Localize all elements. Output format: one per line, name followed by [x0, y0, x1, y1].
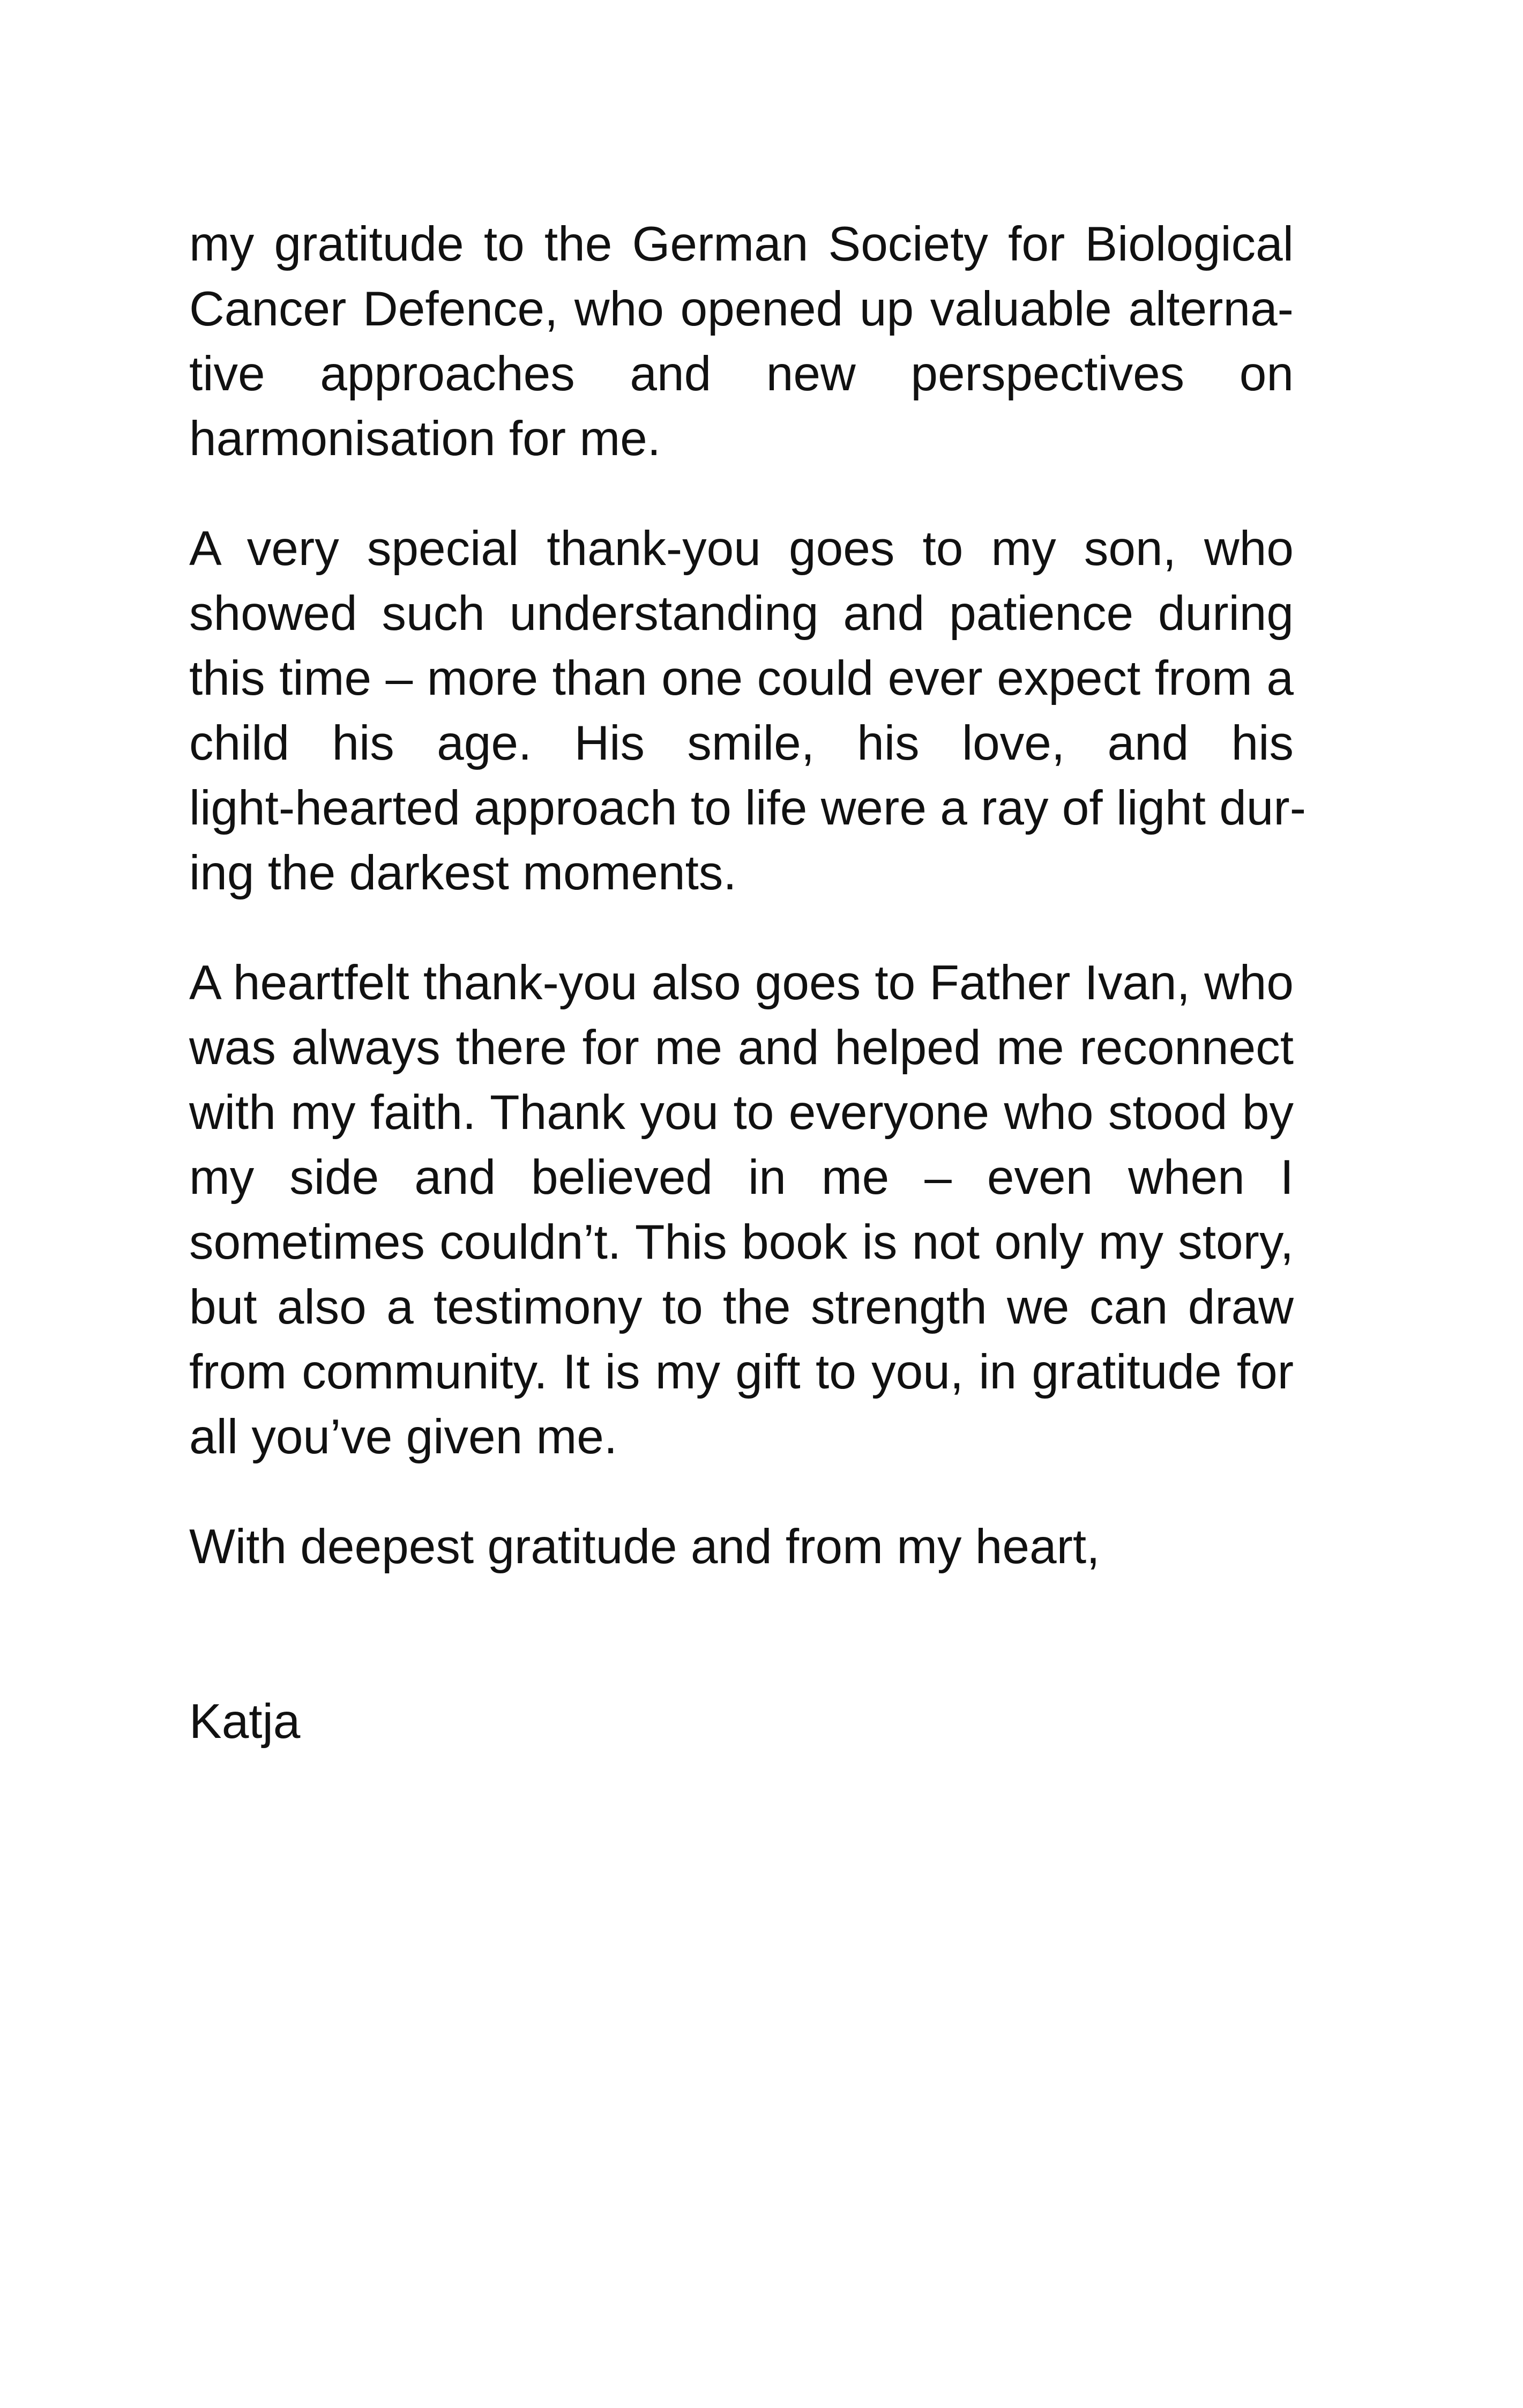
text-line: but also a testimony to the strength we can draw [189, 1280, 1294, 1334]
text-line: A heartfelt thank-you also goes to Father Ivan, who [189, 956, 1294, 1010]
text-line: A very special thank-you goes to my son, who [189, 522, 1294, 576]
text-line: this time – more than one could ever expect from a [189, 651, 1294, 705]
text-line: my side and believed in me – even when I [189, 1150, 1294, 1205]
text-line: sometimes couldn’t. This book is not only my story, [189, 1215, 1294, 1269]
text-line: was always there for me and helped me reconnect [189, 1021, 1294, 1075]
closing-line [189, 1514, 1294, 1579]
signature [189, 1689, 1294, 1754]
text-line: showed such understanding and patience during [189, 586, 1294, 641]
paragraph-gratitude-society [189, 212, 1294, 471]
text-line: light-hearted approach to life were a ray of light dur- [189, 781, 1307, 835]
text-line: tive approaches and new perspectives on [189, 347, 1294, 401]
text-line: my gratitude to the German Society for Biological [189, 217, 1294, 271]
text-line: Cancer Defence, who opened up valuable alterna- [189, 282, 1294, 336]
paragraph-thanks-son [189, 516, 1307, 905]
text-line: harmonisation for me. [189, 412, 661, 466]
text-line: from community. It is my gift to you, in gratitude for [189, 1345, 1294, 1399]
text-line: ing the darkest moments. [189, 846, 737, 900]
closing-text: With deepest gratitude and from my heart, [189, 1520, 1100, 1574]
signature-name: Katja [189, 1694, 301, 1749]
text-line: all you’ve given me. [189, 1410, 618, 1464]
body-text [189, 212, 1307, 1754]
text-line: child his age. His smile, his love, and his [189, 716, 1294, 770]
text-line: with my faith. Thank you to everyone who stood by [189, 1086, 1294, 1140]
paragraph-thanks-father-ivan [189, 950, 1294, 1469]
